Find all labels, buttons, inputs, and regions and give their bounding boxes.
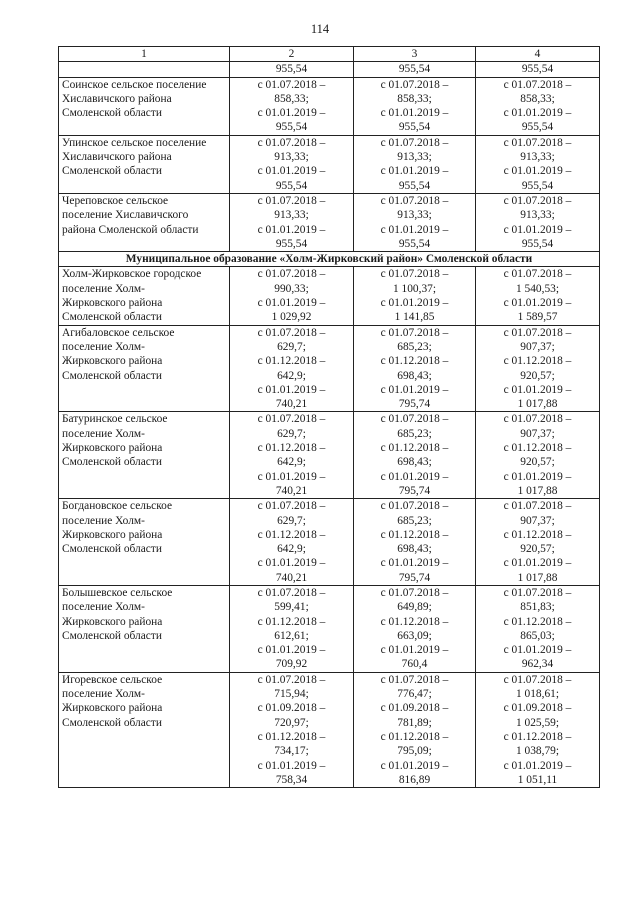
cell-line: с 01.07.2018 –	[257, 500, 326, 513]
tariff-cell-col2	[230, 135, 354, 193]
cell-line: 913,33;	[274, 151, 309, 164]
cell-line: 955,54	[398, 121, 431, 134]
cell-line: Смоленской области	[62, 456, 162, 469]
cell-line: с 01.07.2018 –	[257, 194, 326, 207]
tariff-cell-col2	[230, 77, 354, 135]
cell-line: 1 141,85	[394, 311, 435, 324]
cell-line: с 01.12.2018 –	[380, 442, 449, 455]
cell-line: 649,89;	[397, 601, 432, 614]
cell-line: поселение Холм-	[62, 282, 145, 295]
cell-line: 612,61;	[274, 629, 309, 642]
cell-line: 907,37;	[520, 514, 555, 527]
cell-line: 865,03;	[520, 629, 555, 642]
cell-line: с 01.01.2019 –	[380, 165, 449, 178]
cell-line: 913,33;	[520, 151, 555, 164]
cell-line: поселение Холм-	[62, 601, 145, 614]
cell-line: с 01.12.2018 –	[257, 730, 326, 743]
cell-line: с 01.12.2018 –	[503, 730, 572, 743]
continuation-row	[59, 62, 600, 77]
cell-line: с 01.01.2019 –	[380, 470, 449, 483]
continuation-cell-3: 955,54	[354, 62, 476, 77]
tariff-cell-col4	[476, 585, 600, 672]
cell-line: 913,33;	[397, 209, 432, 222]
cell-line: поселение Холм-	[62, 340, 145, 353]
tariff-cell-col2	[230, 499, 354, 586]
cell-line: с 01.07.2018 –	[503, 586, 572, 599]
tariff-cell-col3	[354, 267, 476, 325]
cell-line: 781,89;	[397, 716, 432, 729]
tariff-cell-col2	[230, 267, 354, 325]
cell-line: с 01.01.2019 –	[503, 165, 572, 178]
cell-line: 907,37;	[520, 427, 555, 440]
cell-line: 1 540,53;	[515, 282, 560, 295]
cell-line: 685,23;	[397, 340, 432, 353]
cell-line: Жирковского района	[62, 442, 163, 455]
cell-line: 955,54	[398, 237, 431, 250]
cell-line: 858,33;	[520, 92, 555, 105]
cell-line: 1 029,92	[271, 311, 312, 324]
cell-line: с 01.01.2019 –	[257, 470, 326, 483]
cell-line: с 01.07.2018 –	[257, 78, 326, 91]
cell-line: с 01.01.2019 –	[503, 383, 572, 396]
cell-line: 698,43;	[397, 543, 432, 556]
table-row	[59, 267, 600, 325]
cell-line: Смоленской области	[62, 107, 162, 120]
cell-line: 920,57;	[520, 369, 555, 382]
cell-line: с 01.07.2018 –	[380, 673, 449, 686]
tariff-cell-col4	[476, 325, 600, 412]
cell-line: с 01.07.2018 –	[380, 78, 449, 91]
settlement-name-cell	[59, 672, 230, 787]
cell-line: 734,17;	[274, 745, 309, 758]
table-row	[59, 585, 600, 672]
cell-line: 685,23;	[397, 514, 432, 527]
table-row	[59, 77, 600, 135]
cell-line: 629,7;	[277, 427, 306, 440]
cell-line: 955,54	[521, 121, 554, 134]
tariff-cell-col2	[230, 193, 354, 251]
cell-line: с 01.01.2019 –	[380, 383, 449, 396]
tariff-cell-col3	[354, 585, 476, 672]
cell-line: Агибаловское сельское	[62, 326, 175, 339]
cell-line: Смоленской области	[62, 629, 162, 642]
tariff-cell-col3	[354, 672, 476, 787]
cell-line: с 01.01.2019 –	[257, 165, 326, 178]
cell-line: Игоревское сельское	[62, 673, 163, 686]
cell-line: с 01.12.2018 –	[380, 528, 449, 541]
table-row	[59, 193, 600, 251]
table-row	[59, 412, 600, 499]
cell-line: с 01.01.2019 –	[257, 297, 326, 310]
table-row	[59, 499, 600, 586]
cell-line: 1 025,59;	[515, 716, 560, 729]
settlement-name-cell	[59, 412, 230, 499]
cell-line: Хиславичского района	[62, 92, 172, 105]
cell-line: 990,33;	[274, 282, 309, 295]
cell-line: Череповское сельское	[62, 194, 169, 207]
cell-line: с 01.01.2019 –	[257, 223, 326, 236]
cell-line: 715,94;	[274, 688, 309, 701]
cell-line: с 01.07.2018 –	[380, 268, 449, 281]
header-cell-4: 4	[476, 47, 600, 62]
cell-line: 760,4	[401, 658, 428, 671]
cell-line: Жирковского района	[62, 355, 163, 368]
cell-line: с 01.07.2018 –	[257, 268, 326, 281]
tariff-cell-col3	[354, 325, 476, 412]
cell-line: Смоленской области	[62, 165, 162, 178]
cell-line: поселение Холм-	[62, 688, 145, 701]
cell-line: 1 100,37;	[392, 282, 437, 295]
cell-line: 913,33;	[274, 209, 309, 222]
table-row	[59, 672, 600, 787]
continuation-cell-4: 955,54	[476, 62, 600, 77]
cell-line: с 01.12.2018 –	[503, 355, 572, 368]
cell-line: 629,7;	[277, 340, 306, 353]
tariff-cell-col4	[476, 672, 600, 787]
tariff-cell-col4	[476, 77, 600, 135]
cell-line: с 01.12.2018 –	[380, 615, 449, 628]
cell-line: Холм-Жирковское городское	[62, 268, 202, 281]
cell-line: с 01.07.2018 –	[257, 673, 326, 686]
cell-line: Смоленской области	[62, 543, 162, 556]
header-row	[59, 47, 600, 62]
cell-line: с 01.01.2019 –	[380, 759, 449, 772]
settlement-name-cell	[59, 325, 230, 412]
cell-line: Богдановское сельское	[62, 500, 173, 513]
cell-line: 955,54	[275, 237, 308, 250]
cell-line: 1 589,57	[517, 311, 558, 324]
tariff-cell-col4	[476, 193, 600, 251]
cell-line: 698,43;	[397, 456, 432, 469]
cell-line: с 01.09.2018 –	[257, 702, 326, 715]
cell-line: Соинское сельское поселение	[62, 78, 207, 91]
cell-line: 740,21	[275, 484, 308, 497]
cell-line: 1 038,79;	[515, 745, 560, 758]
settlement-name-cell	[59, 267, 230, 325]
cell-line: с 01.01.2019 –	[257, 759, 326, 772]
cell-line: с 01.07.2018 –	[257, 326, 326, 339]
cell-line: 698,43;	[397, 369, 432, 382]
cell-line: Жирковского района	[62, 297, 163, 310]
cell-line: 962,34	[521, 658, 554, 671]
settlement-name-cell	[59, 585, 230, 672]
cell-line: с 01.01.2019 –	[257, 107, 326, 120]
cell-line: с 01.07.2018 –	[380, 136, 449, 149]
tariff-cell-col3	[354, 77, 476, 135]
cell-line: поселение Холм-	[62, 427, 145, 440]
continuation-cell-2: 955,54	[230, 62, 354, 77]
cell-line: поселение Хиславичского	[62, 209, 189, 222]
continuation-cell-1	[59, 62, 230, 77]
header-cell-1: 1	[59, 47, 230, 62]
cell-line: 955,54	[275, 121, 308, 134]
cell-line: поселение Холм-	[62, 514, 145, 527]
table-row	[59, 135, 600, 193]
cell-line: Жирковского района	[62, 528, 163, 541]
cell-line: с 01.01.2019 –	[503, 759, 572, 772]
cell-line: с 01.12.2018 –	[257, 355, 326, 368]
cell-line: 851,83;	[520, 601, 555, 614]
cell-line: с 01.07.2018 –	[503, 78, 572, 91]
cell-line: с 01.07.2018 –	[503, 194, 572, 207]
tariff-table-body	[59, 47, 600, 788]
cell-line: 795,74	[398, 484, 431, 497]
cell-line: 1 017,88	[517, 398, 558, 411]
tariff-cell-col3	[354, 193, 476, 251]
tariff-cell-col4	[476, 499, 600, 586]
cell-line: 740,21	[275, 571, 308, 584]
settlement-name-cell	[59, 135, 230, 193]
cell-line: с 01.01.2019 –	[503, 470, 572, 483]
tariff-cell-col4	[476, 135, 600, 193]
cell-line: с 01.09.2018 –	[503, 702, 572, 715]
cell-line: 642,9;	[277, 369, 306, 382]
cell-line: с 01.12.2018 –	[503, 442, 572, 455]
cell-line: Смоленской области	[62, 716, 162, 729]
cell-line: с 01.07.2018 –	[503, 500, 572, 513]
cell-line: с 01.01.2019 –	[503, 557, 572, 570]
cell-line: 920,57;	[520, 543, 555, 556]
cell-line: с 01.01.2019 –	[257, 383, 326, 396]
settlement-name-cell	[59, 499, 230, 586]
cell-line: 1 017,88	[517, 484, 558, 497]
section-row	[59, 252, 600, 267]
cell-line: Упинское сельское поселение	[62, 136, 207, 149]
cell-line: с 01.07.2018 –	[257, 136, 326, 149]
tariff-cell-col3	[354, 135, 476, 193]
cell-line: с 01.12.2018 –	[257, 528, 326, 541]
tariff-cell-col2	[230, 585, 354, 672]
cell-line: с 01.01.2019 –	[503, 107, 572, 120]
cell-line: с 01.07.2018 –	[503, 268, 572, 281]
cell-line: с 01.01.2019 –	[380, 644, 449, 657]
cell-line: 1 051,11	[517, 773, 558, 786]
cell-line: 720,97;	[274, 716, 309, 729]
cell-line: с 01.12.2018 –	[380, 730, 449, 743]
cell-line: с 01.07.2018 –	[380, 194, 449, 207]
cell-line: с 01.12.2018 –	[257, 442, 326, 455]
cell-line: 642,9;	[277, 456, 306, 469]
cell-line: 629,7;	[277, 514, 306, 527]
cell-line: с 01.01.2019 –	[503, 297, 572, 310]
cell-line: 776,47;	[397, 688, 432, 701]
section-title: Муниципальное образование «Холм-Жирковский район» Смоленской области	[59, 252, 600, 267]
tariff-cell-col2	[230, 325, 354, 412]
cell-line: с 01.12.2018 –	[380, 355, 449, 368]
cell-line: с 01.07.2018 –	[503, 673, 572, 686]
tariff-cell-col3	[354, 499, 476, 586]
cell-line: 795,09;	[397, 745, 432, 758]
cell-line: Хиславичского района	[62, 151, 172, 164]
cell-line: с 01.01.2019 –	[503, 644, 572, 657]
cell-line: 858,33;	[274, 92, 309, 105]
cell-line: 709,92	[275, 658, 308, 671]
cell-line: с 01.07.2018 –	[503, 413, 572, 426]
cell-line: с 01.07.2018 –	[380, 326, 449, 339]
cell-line: района Смоленской области	[62, 223, 199, 236]
cell-line: 955,54	[521, 237, 554, 250]
table-row	[59, 325, 600, 412]
cell-line: 913,33;	[397, 151, 432, 164]
cell-line: 907,37;	[520, 340, 555, 353]
cell-line: с 01.01.2019 –	[380, 297, 449, 310]
tariff-cell-col4	[476, 412, 600, 499]
cell-line: с 01.01.2019 –	[257, 644, 326, 657]
cell-line: 955,54	[398, 179, 431, 192]
cell-line: Болышевское сельское	[62, 586, 173, 599]
cell-line: 920,57;	[520, 456, 555, 469]
cell-line: с 01.01.2019 –	[257, 557, 326, 570]
cell-line: с 01.07.2018 –	[380, 586, 449, 599]
cell-line: с 01.12.2018 –	[503, 615, 572, 628]
cell-line: 685,23;	[397, 427, 432, 440]
cell-line: 795,74	[398, 398, 431, 411]
cell-line: с 01.07.2018 –	[380, 500, 449, 513]
cell-line: 758,34	[275, 773, 308, 786]
cell-line: 913,33;	[520, 209, 555, 222]
cell-line: Смоленской области	[62, 369, 162, 382]
cell-line: с 01.12.2018 –	[257, 615, 326, 628]
cell-line: 955,54	[275, 179, 308, 192]
cell-line: 816,89	[398, 773, 431, 786]
cell-line: Жирковского района	[62, 702, 163, 715]
cell-line: с 01.01.2019 –	[380, 557, 449, 570]
cell-line: с 01.09.2018 –	[380, 702, 449, 715]
cell-line: Жирковского района	[62, 615, 163, 628]
page-number: 114	[310, 22, 330, 36]
tariff-cell-col3	[354, 412, 476, 499]
tariff-cell-col2	[230, 672, 354, 787]
cell-line: с 01.07.2018 –	[380, 413, 449, 426]
cell-line: 858,33;	[397, 92, 432, 105]
cell-line: с 01.07.2018 –	[503, 136, 572, 149]
cell-line: с 01.07.2018 –	[503, 326, 572, 339]
cell-line: 740,21	[275, 398, 308, 411]
settlement-name-cell	[59, 77, 230, 135]
cell-line: 1 018,61;	[515, 688, 560, 701]
cell-line: Смоленской области	[62, 311, 162, 324]
tariff-cell-col2	[230, 412, 354, 499]
cell-line: с 01.12.2018 –	[503, 528, 572, 541]
cell-line: 795,74	[398, 571, 431, 584]
cell-line: с 01.01.2019 –	[380, 107, 449, 120]
cell-line: 642,9;	[277, 543, 306, 556]
cell-line: с 01.07.2018 –	[257, 413, 326, 426]
tariff-cell-col4	[476, 267, 600, 325]
cell-line: Батуринское сельское	[62, 413, 168, 426]
cell-line: 663,09;	[397, 629, 432, 642]
cell-line: с 01.01.2019 –	[503, 223, 572, 236]
cell-line: 955,54	[521, 179, 554, 192]
cell-line: с 01.01.2019 –	[380, 223, 449, 236]
cell-line: 1 017,88	[517, 571, 558, 584]
cell-line: с 01.07.2018 –	[257, 586, 326, 599]
tariff-table	[58, 46, 600, 788]
cell-line: 599,41;	[274, 601, 309, 614]
settlement-name-cell	[59, 193, 230, 251]
header-cell-2: 2	[230, 47, 354, 62]
header-cell-3: 3	[354, 47, 476, 62]
